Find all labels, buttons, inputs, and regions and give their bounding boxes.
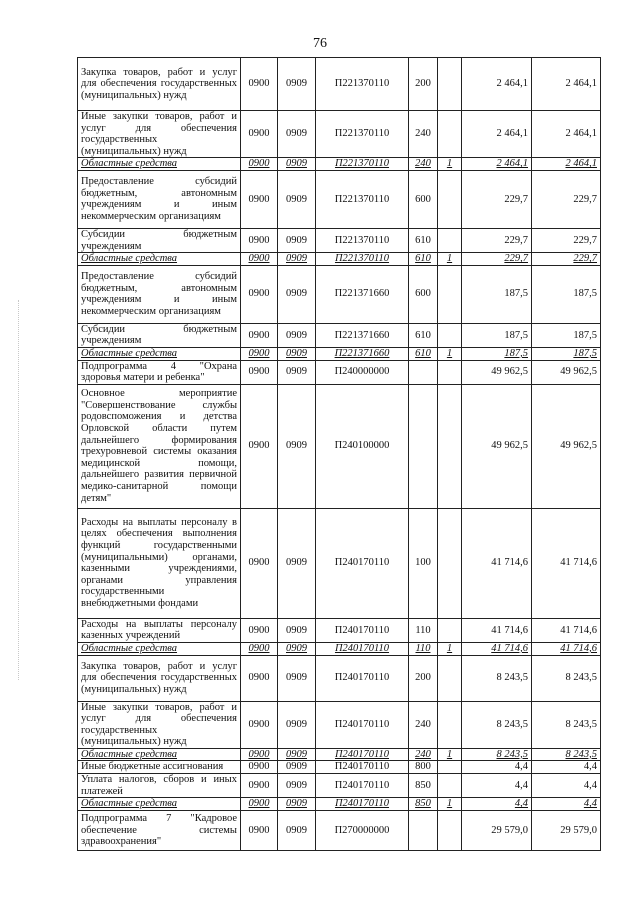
target-code-cell: П221370110 [316, 111, 409, 158]
expense-type-cell: 100 [409, 508, 438, 618]
row-name-cell: Закупка товаров, работ и услуг для обеспечения государственных (муниципальных) нужд [78, 655, 241, 701]
expense-type-cell: 240 [409, 158, 438, 171]
row-name-cell: Иные закупки товаров, работ и услуг для обеспечения государственных (муниципальных) нужд [78, 701, 241, 748]
funding-source-cell [438, 618, 462, 642]
target-code-cell: П240170110 [316, 774, 409, 798]
amount-1-cell: 4,4 [462, 798, 532, 811]
funding-source-cell [438, 774, 462, 798]
target-code-cell: П221370110 [316, 58, 409, 111]
subsection-code-cell: 0909 [278, 158, 316, 171]
subsection-code-cell: 0909 [278, 508, 316, 618]
row-name-cell: Подпрограмма 4 "Охрана здоровья матери и ребенка" [78, 360, 241, 384]
subsection-code-cell: 0909 [278, 253, 316, 266]
table-row [78, 228, 601, 252]
funding-source-cell [438, 111, 462, 158]
row-name-cell: Предоставление субсидий бюджетным, автономным учреждениям и иным некоммерческим организациям [78, 265, 241, 323]
section-code-cell: 0900 [241, 265, 278, 323]
subsection-code-cell: 0909 [278, 774, 316, 798]
subsection-code-cell: 0909 [278, 265, 316, 323]
subsection-code-cell: 0909 [278, 170, 316, 228]
table-row [78, 384, 601, 508]
row-name-cell: Субсидии бюджетным учреждениям [78, 228, 241, 252]
amount-1-cell: 8 243,5 [462, 655, 532, 701]
subsection-code-cell: 0909 [278, 642, 316, 655]
expense-type-cell: 850 [409, 774, 438, 798]
table-row [78, 508, 601, 618]
amount-1-cell: 29 579,0 [462, 810, 532, 850]
amount-2-cell: 4,4 [532, 774, 601, 798]
section-code-cell: 0900 [241, 618, 278, 642]
amount-2-cell: 2 464,1 [532, 158, 601, 171]
table-row [78, 360, 601, 384]
amount-1-cell: 229,7 [462, 228, 532, 252]
amount-2-cell: 229,7 [532, 228, 601, 252]
expense-type-cell: 610 [409, 323, 438, 347]
budget-table-body [78, 58, 601, 851]
target-code-cell: П240000000 [316, 360, 409, 384]
funding-source-cell [438, 384, 462, 508]
amount-1-cell: 41 714,6 [462, 618, 532, 642]
target-code-cell: П240100000 [316, 384, 409, 508]
row-name-cell: Областные средства [78, 642, 241, 655]
amount-1-cell: 41 714,6 [462, 508, 532, 618]
section-code-cell: 0900 [241, 158, 278, 171]
subsection-code-cell: 0909 [278, 655, 316, 701]
target-code-cell: П240170110 [316, 761, 409, 774]
table-row [78, 58, 601, 111]
expense-type-cell: 850 [409, 798, 438, 811]
amount-2-cell: 8 243,5 [532, 748, 601, 761]
funding-source-cell [438, 228, 462, 252]
funding-source-cell: 1 [438, 158, 462, 171]
section-code-cell: 0900 [241, 701, 278, 748]
target-code-cell: П221370110 [316, 170, 409, 228]
target-code-cell: П221370110 [316, 228, 409, 252]
expense-type-cell: 240 [409, 701, 438, 748]
amount-1-cell: 8 243,5 [462, 748, 532, 761]
row-name-cell: Областные средства [78, 748, 241, 761]
subsection-code-cell: 0909 [278, 228, 316, 252]
row-name-cell: Предоставление субсидий бюджетным, автономным учреждениям и иным некоммерческим организациям [78, 170, 241, 228]
table-row [78, 761, 601, 774]
subsection-code-cell: 0909 [278, 618, 316, 642]
expense-type-cell: 200 [409, 655, 438, 701]
amount-1-cell: 41 714,6 [462, 642, 532, 655]
amount-1-cell: 49 962,5 [462, 384, 532, 508]
funding-source-cell: 1 [438, 253, 462, 266]
table-row [78, 265, 601, 323]
funding-source-cell: 1 [438, 748, 462, 761]
subsection-code-cell: 0909 [278, 798, 316, 811]
table-row [78, 642, 601, 655]
funding-source-cell [438, 265, 462, 323]
amount-2-cell: 229,7 [532, 170, 601, 228]
amount-1-cell: 187,5 [462, 323, 532, 347]
amount-2-cell: 2 464,1 [532, 111, 601, 158]
amount-2-cell: 29 579,0 [532, 810, 601, 850]
table-row [78, 170, 601, 228]
section-code-cell: 0900 [241, 642, 278, 655]
table-row [78, 748, 601, 761]
target-code-cell: П270000000 [316, 810, 409, 850]
row-name-cell: Основное мероприятие "Совершенствование службы родовспоможения и детства Орловской области путем дальнейшего формирования трехуровневой системы оказания медицинской помощи, дальнейшего развития первичной медико-санитарной помощи детям" [78, 384, 241, 508]
amount-2-cell: 2 464,1 [532, 58, 601, 111]
amount-1-cell: 2 464,1 [462, 158, 532, 171]
row-name-cell: Областные средства [78, 158, 241, 171]
amount-2-cell: 41 714,6 [532, 642, 601, 655]
section-code-cell: 0900 [241, 170, 278, 228]
table-row [78, 798, 601, 811]
table-row [78, 347, 601, 360]
expense-type-cell: 600 [409, 265, 438, 323]
section-code-cell: 0900 [241, 111, 278, 158]
table-row [78, 774, 601, 798]
expense-type-cell: 110 [409, 642, 438, 655]
amount-2-cell: 8 243,5 [532, 655, 601, 701]
table-row [78, 111, 601, 158]
table-row [78, 655, 601, 701]
expense-type-cell: 110 [409, 618, 438, 642]
subsection-code-cell: 0909 [278, 761, 316, 774]
target-code-cell: П240170110 [316, 655, 409, 701]
subsection-code-cell: 0909 [278, 347, 316, 360]
target-code-cell: П240170110 [316, 618, 409, 642]
section-code-cell: 0900 [241, 748, 278, 761]
amount-2-cell: 41 714,6 [532, 508, 601, 618]
amount-1-cell: 187,5 [462, 347, 532, 360]
subsection-code-cell: 0909 [278, 748, 316, 761]
target-code-cell: П240170110 [316, 748, 409, 761]
section-code-cell: 0900 [241, 655, 278, 701]
section-code-cell: 0900 [241, 798, 278, 811]
expense-type-cell [409, 810, 438, 850]
section-code-cell: 0900 [241, 384, 278, 508]
target-code-cell: П221371660 [316, 323, 409, 347]
target-code-cell: П240170110 [316, 798, 409, 811]
target-code-cell: П240170110 [316, 508, 409, 618]
row-name-cell: Расходы на выплаты персоналу казенных учреждений [78, 618, 241, 642]
amount-2-cell: 8 243,5 [532, 701, 601, 748]
section-code-cell: 0900 [241, 508, 278, 618]
table-row [78, 158, 601, 171]
amount-1-cell: 2 464,1 [462, 58, 532, 111]
target-code-cell: П221371660 [316, 265, 409, 323]
section-code-cell: 0900 [241, 58, 278, 111]
subsection-code-cell: 0909 [278, 810, 316, 850]
target-code-cell: П221371660 [316, 347, 409, 360]
section-code-cell: 0900 [241, 360, 278, 384]
subsection-code-cell: 0909 [278, 701, 316, 748]
table-row [78, 701, 601, 748]
funding-source-cell: 1 [438, 642, 462, 655]
page-number: 76 [313, 36, 327, 51]
target-code-cell: П221370110 [316, 158, 409, 171]
target-code-cell: П240170110 [316, 701, 409, 748]
expense-type-cell: 800 [409, 761, 438, 774]
funding-source-cell [438, 761, 462, 774]
subsection-code-cell: 0909 [278, 323, 316, 347]
funding-source-cell [438, 810, 462, 850]
row-name-cell: Областные средства [78, 347, 241, 360]
section-code-cell: 0900 [241, 228, 278, 252]
amount-1-cell: 229,7 [462, 170, 532, 228]
expense-type-cell: 600 [409, 170, 438, 228]
row-name-cell: Иные закупки товаров, работ и услуг для обеспечения государственных (муниципальных) нужд [78, 111, 241, 158]
section-code-cell: 0900 [241, 253, 278, 266]
expense-type-cell: 610 [409, 253, 438, 266]
section-code-cell: 0900 [241, 761, 278, 774]
amount-2-cell: 49 962,5 [532, 360, 601, 384]
expense-type-cell [409, 384, 438, 508]
funding-source-cell [438, 508, 462, 618]
amount-2-cell: 229,7 [532, 253, 601, 266]
row-name-cell: Областные средства [78, 798, 241, 811]
expense-type-cell: 240 [409, 748, 438, 761]
subsection-code-cell: 0909 [278, 384, 316, 508]
table-row [78, 253, 601, 266]
subsection-code-cell: 0909 [278, 111, 316, 158]
amount-1-cell: 4,4 [462, 761, 532, 774]
amount-1-cell: 187,5 [462, 265, 532, 323]
amount-1-cell: 2 464,1 [462, 111, 532, 158]
funding-source-cell [438, 655, 462, 701]
amount-2-cell: 187,5 [532, 347, 601, 360]
amount-2-cell: 187,5 [532, 323, 601, 347]
funding-source-cell [438, 701, 462, 748]
target-code-cell: П240170110 [316, 642, 409, 655]
expense-type-cell: 610 [409, 347, 438, 360]
amount-2-cell: 49 962,5 [532, 384, 601, 508]
row-name-cell: Субсидии бюджетным учреждениям [78, 323, 241, 347]
funding-source-cell [438, 58, 462, 111]
amount-1-cell: 8 243,5 [462, 701, 532, 748]
section-code-cell: 0900 [241, 323, 278, 347]
row-name-cell: Уплата налогов, сборов и иных платежей [78, 774, 241, 798]
target-code-cell: П221370110 [316, 253, 409, 266]
table-row [78, 323, 601, 347]
subsection-code-cell: 0909 [278, 360, 316, 384]
amount-1-cell: 229,7 [462, 253, 532, 266]
amount-2-cell: 4,4 [532, 761, 601, 774]
section-code-cell: 0900 [241, 347, 278, 360]
amount-2-cell: 4,4 [532, 798, 601, 811]
funding-source-cell [438, 323, 462, 347]
table-row [78, 618, 601, 642]
budget-table [77, 57, 601, 851]
section-code-cell: 0900 [241, 774, 278, 798]
scan-edge-mark [18, 300, 20, 680]
amount-2-cell: 41 714,6 [532, 618, 601, 642]
row-name-cell: Областные средства [78, 253, 241, 266]
expense-type-cell: 610 [409, 228, 438, 252]
funding-source-cell [438, 360, 462, 384]
funding-source-cell [438, 170, 462, 228]
expense-type-cell [409, 360, 438, 384]
amount-1-cell: 49 962,5 [462, 360, 532, 384]
table-row [78, 810, 601, 850]
row-name-cell: Закупка товаров, работ и услуг для обеспечения государственных (муниципальных) нужд [78, 58, 241, 111]
expense-type-cell: 200 [409, 58, 438, 111]
funding-source-cell: 1 [438, 347, 462, 360]
amount-1-cell: 4,4 [462, 774, 532, 798]
row-name-cell: Иные бюджетные ассигнования [78, 761, 241, 774]
amount-2-cell: 187,5 [532, 265, 601, 323]
expense-type-cell: 240 [409, 111, 438, 158]
funding-source-cell: 1 [438, 798, 462, 811]
row-name-cell: Подпрограмма 7 "Кадровое обеспечение системы здравоохранения" [78, 810, 241, 850]
row-name-cell: Расходы на выплаты персоналу в целях обеспечения выполнения функций государственными (муниципальными) органами, казенными учреждениями, органами управления государственными внебюджетными фондами [78, 508, 241, 618]
subsection-code-cell: 0909 [278, 58, 316, 111]
section-code-cell: 0900 [241, 810, 278, 850]
